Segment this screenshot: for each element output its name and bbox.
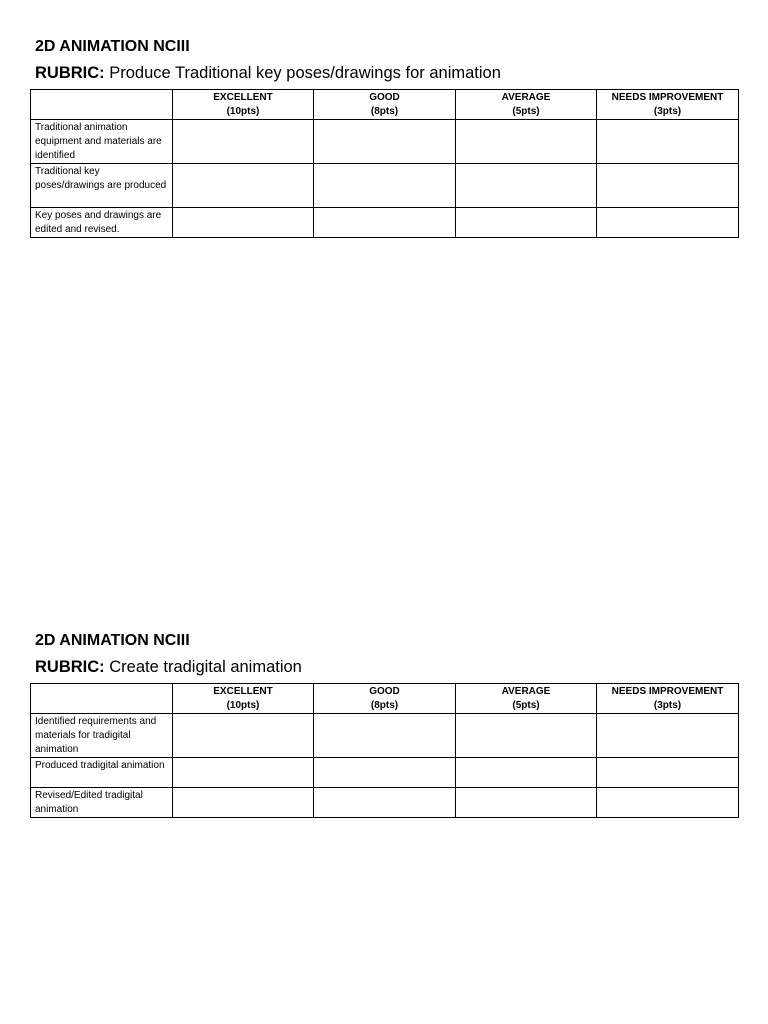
score-cell-needs-improvement <box>597 208 739 238</box>
score-cell-average <box>456 758 597 788</box>
score-cell-needs-improvement <box>597 120 739 164</box>
column-header-needs-improvement <box>597 684 739 714</box>
score-cell-excellent <box>173 758 314 788</box>
column-label: EXCELLENT <box>213 92 273 103</box>
score-cell-good <box>314 788 456 818</box>
table-row <box>31 208 739 238</box>
rubric-section <box>35 37 738 235</box>
rubric-label: RUBRIC: <box>35 658 105 676</box>
criteria-header-cell <box>31 90 173 120</box>
document-title: 2D ANIMATION NCIII <box>35 38 190 55</box>
criterion-cell: Produced tradigital animation <box>31 758 173 788</box>
column-points: (5pts) <box>512 700 540 711</box>
table-row <box>31 714 739 758</box>
column-label: EXCELLENT <box>213 686 273 697</box>
score-cell-needs-improvement <box>597 788 739 818</box>
criterion-cell: Traditional animation equipment and materials are identified <box>31 120 173 164</box>
score-cell-good <box>314 758 456 788</box>
score-cell-average <box>456 164 597 208</box>
column-points: (3pts) <box>653 700 682 711</box>
rubric-description: Create tradigital animation <box>104 658 302 676</box>
column-points: (8pts) <box>370 700 399 711</box>
table-header-row <box>31 684 739 714</box>
column-label: NEEDS IMPROVEMENT <box>611 92 724 103</box>
column-label: AVERAGE <box>501 92 551 103</box>
criteria-header-cell <box>31 684 173 714</box>
column-points: (8pts) <box>370 106 399 117</box>
criterion-cell: Key poses and drawings are edited and revised. <box>31 208 173 238</box>
column-points: (5pts) <box>512 106 540 117</box>
rubric-description: Produce Traditional key poses/drawings for animation <box>104 64 501 82</box>
score-cell-excellent <box>173 120 314 164</box>
column-header-excellent <box>173 90 314 120</box>
column-label: GOOD <box>369 92 400 103</box>
score-cell-needs-improvement <box>597 714 739 758</box>
rubric-section <box>35 631 738 815</box>
score-cell-good <box>314 120 456 164</box>
score-cell-excellent <box>173 714 314 758</box>
score-cell-good <box>314 714 456 758</box>
column-points: (3pts) <box>653 106 682 117</box>
score-cell-excellent <box>173 788 314 818</box>
column-points: (10pts) <box>226 106 260 117</box>
column-header-average <box>456 684 597 714</box>
column-header-good <box>314 90 456 120</box>
score-cell-needs-improvement <box>597 164 739 208</box>
criterion-cell: Traditional key poses/drawings are produced <box>31 164 173 208</box>
column-label: AVERAGE <box>501 686 551 697</box>
column-points: (10pts) <box>226 700 260 711</box>
column-label: GOOD <box>369 686 400 697</box>
score-cell-excellent <box>173 164 314 208</box>
score-cell-average <box>456 208 597 238</box>
table-row <box>31 164 739 208</box>
table-row <box>31 788 739 818</box>
column-header-excellent <box>173 684 314 714</box>
column-header-average <box>456 90 597 120</box>
criterion-cell: Identified requirements and materials for tradigital animation <box>31 714 173 758</box>
rubric-table <box>30 89 739 238</box>
score-cell-average <box>456 714 597 758</box>
rubric-table <box>30 683 739 818</box>
column-header-needs-improvement <box>597 90 739 120</box>
table-row <box>31 120 739 164</box>
criterion-cell: Revised/Edited tradigital animation <box>31 788 173 818</box>
document-title: 2D ANIMATION NCIII <box>35 632 190 649</box>
table-header-row <box>31 90 739 120</box>
score-cell-good <box>314 208 456 238</box>
score-cell-average <box>456 120 597 164</box>
column-header-good <box>314 684 456 714</box>
rubric-heading <box>35 656 738 678</box>
score-cell-needs-improvement <box>597 758 739 788</box>
score-cell-good <box>314 164 456 208</box>
table-row <box>31 758 739 788</box>
score-cell-average <box>456 788 597 818</box>
score-cell-excellent <box>173 208 314 238</box>
rubric-label: RUBRIC: <box>35 64 105 82</box>
rubric-heading <box>35 62 738 84</box>
column-label: NEEDS IMPROVEMENT <box>611 686 724 697</box>
